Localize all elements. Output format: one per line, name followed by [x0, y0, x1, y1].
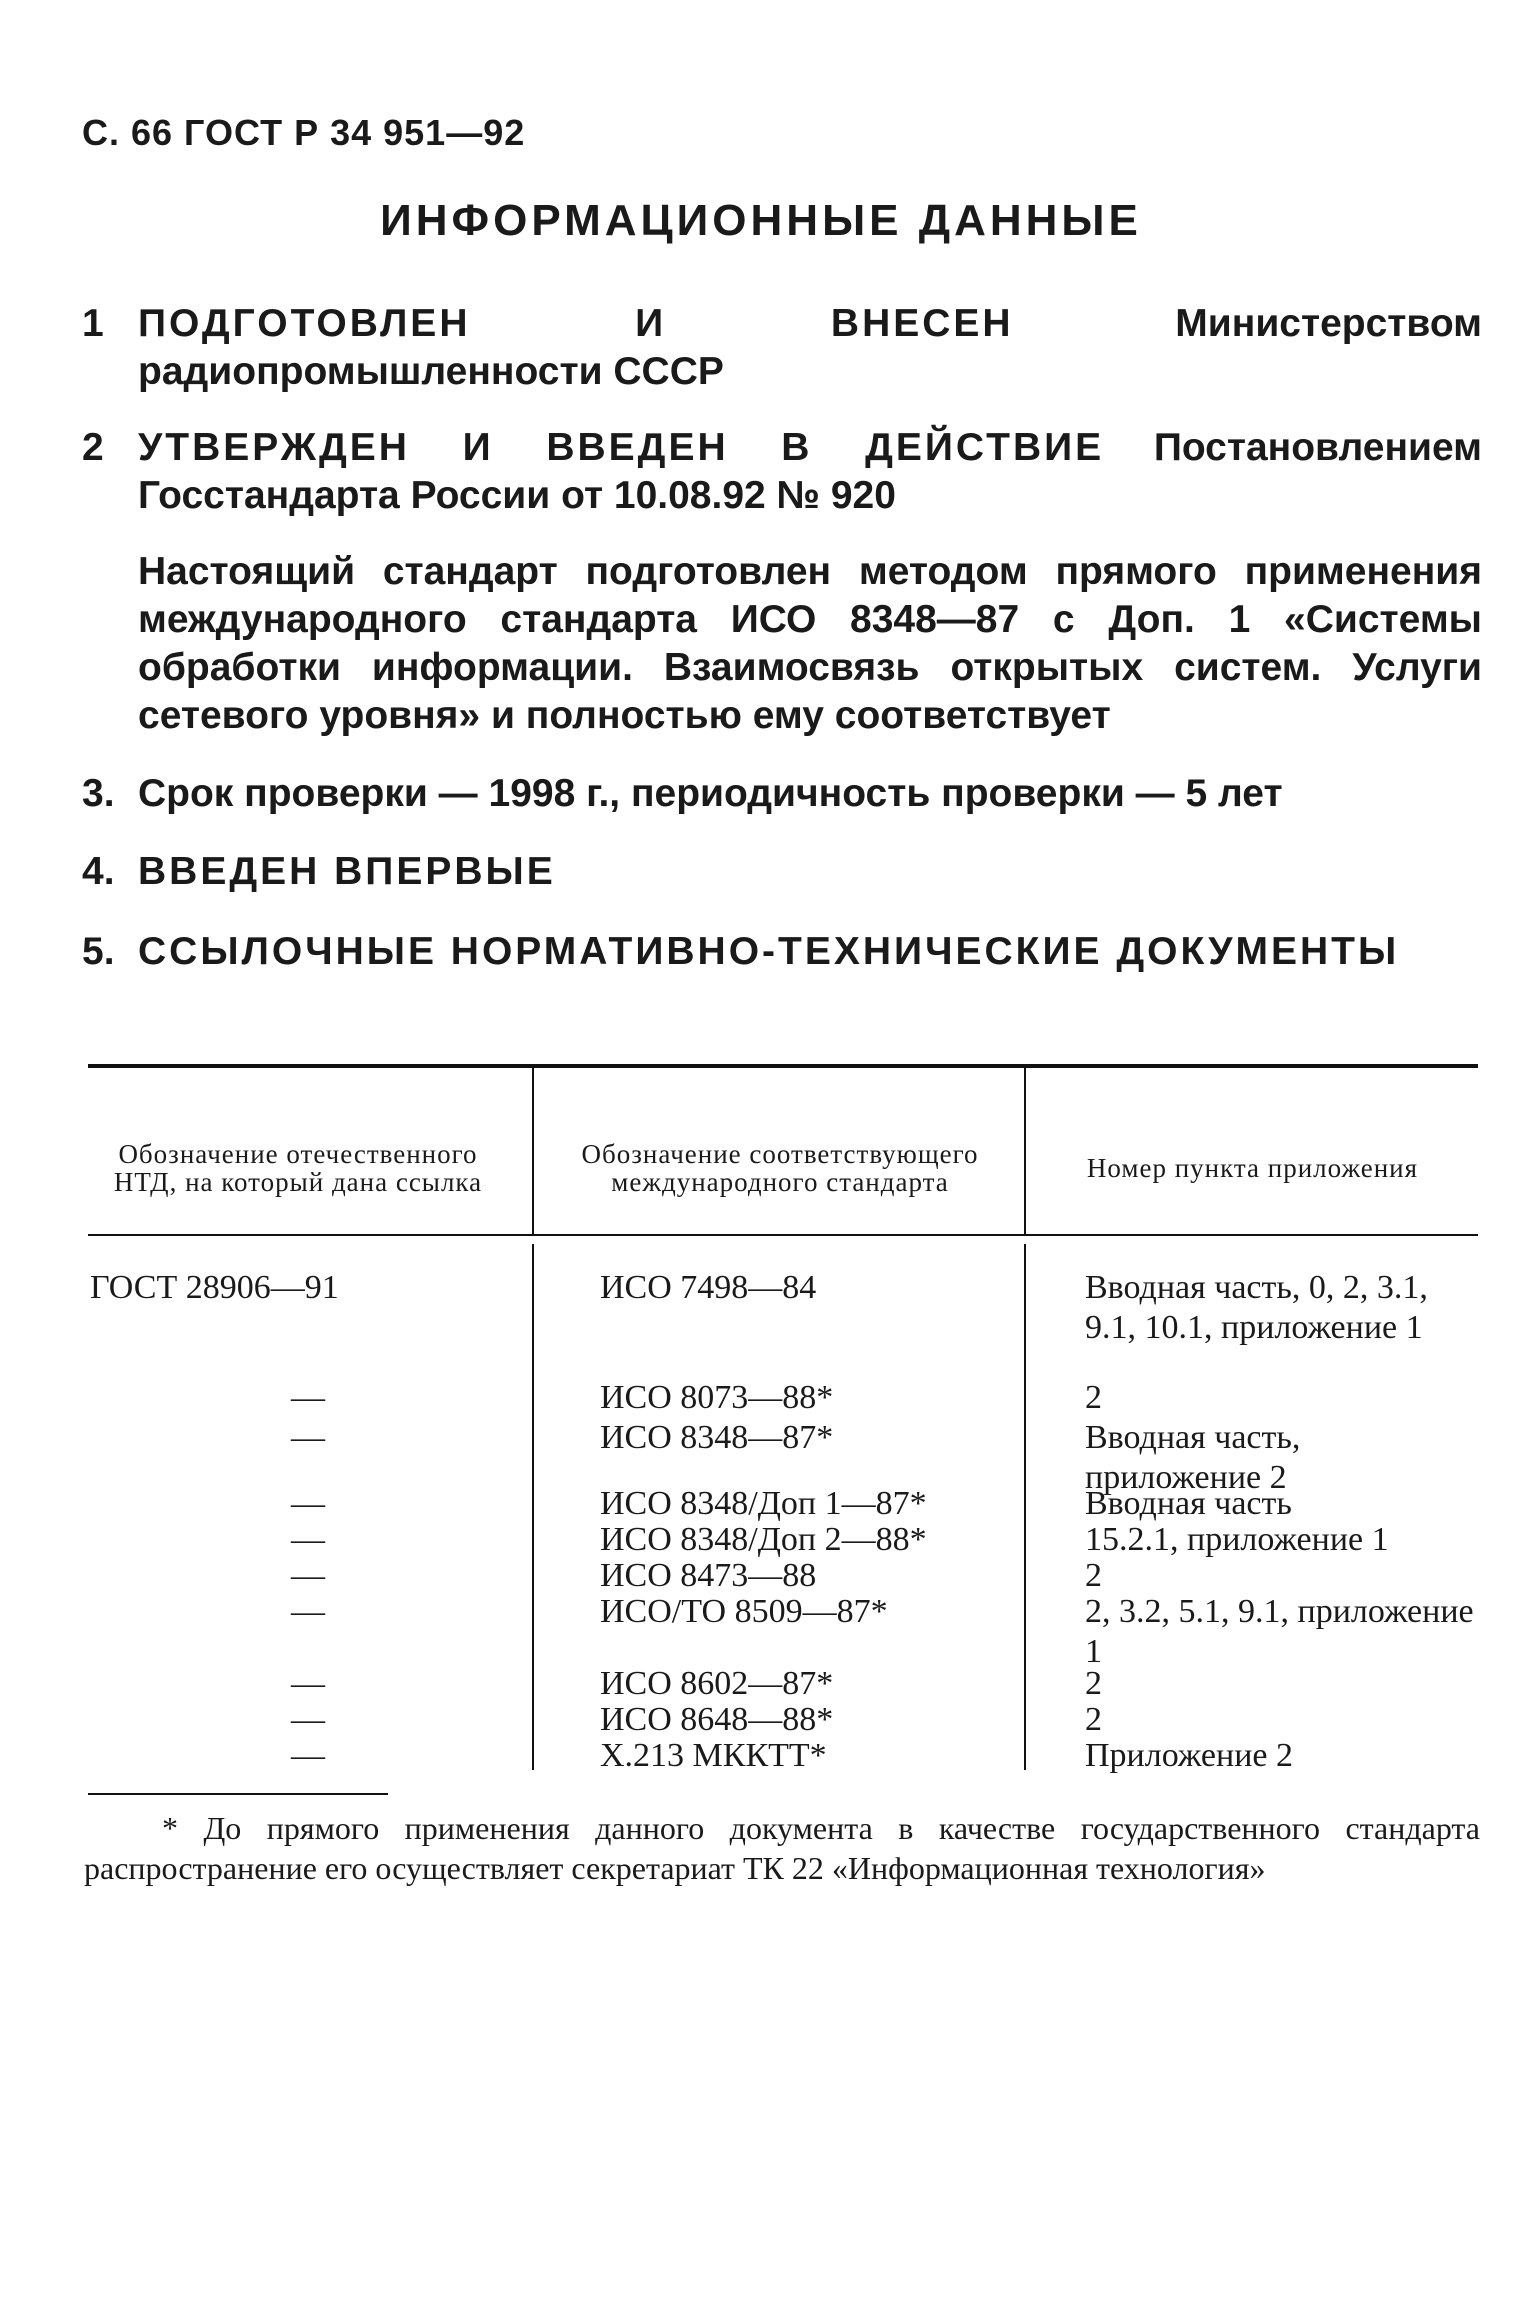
list-item-4 — [82, 848, 1482, 896]
ntd-cell: — — [291, 1557, 325, 1594]
table-top-rule — [88, 1064, 1478, 1068]
standard-description: Настоящий стандарт подготовлен методом прямого применения международного стандарта ИСО 8348—87 с Доп. 1 «Системы обработки информации. Взаимосвязь открытых систем. Услуги сетевого уровня» и полностью ему соответствует — [138, 550, 1482, 737]
table-header-ntd: Обозначение отечественного НТД, на который дана ссылка — [113, 1139, 483, 1197]
table-divider — [1024, 1068, 1026, 1234]
item-number: 5. — [82, 930, 115, 973]
list-item-1 — [82, 300, 1482, 396]
table-divider — [532, 1068, 534, 1234]
list-item-5 — [82, 928, 1482, 976]
ntd-cell: — — [291, 1665, 325, 1702]
list-item-3 — [82, 770, 1482, 818]
table-header-intl: Обозначение соответствующего международного стандарта — [581, 1139, 979, 1197]
intl-cell: ИСО 8073—88* — [600, 1379, 834, 1416]
clause-cell: 2 — [1085, 1379, 1102, 1416]
item-caps: ПОДГОТОВЛЕН И ВНЕСЕН — [138, 302, 1014, 345]
footnote: * До прямого применения данного документа в качестве государственного стандарта распространение его осуществляет секретариат ТК 22 «Информационная технология» — [84, 1810, 1480, 1886]
clause-cell: Вводная часть — [1085, 1485, 1292, 1522]
clause-cell: Приложение 2 — [1085, 1737, 1293, 1774]
intl-cell: ИСО 8348—87* — [600, 1419, 834, 1456]
item-number: 2 — [82, 426, 104, 469]
clause-cell: 2 — [1085, 1665, 1102, 1702]
table-divider — [1024, 1244, 1026, 1770]
ntd-cell: ГОСТ 28906—91 — [90, 1269, 339, 1306]
intl-cell: ИСО 7498—84 — [600, 1269, 817, 1306]
item-text: Постановлением Госстандарта России от 10.08.92 № 920 — [138, 426, 1482, 517]
item-number: 3. — [82, 772, 115, 815]
intl-cell: ИСО 8348/Доп 1—87* — [600, 1485, 927, 1522]
ntd-cell: — — [291, 1593, 325, 1630]
clause-cell: Вводная часть, приложение 2 — [1085, 1419, 1301, 1496]
table-header-clause: Номер пункта приложения — [1086, 1153, 1419, 1183]
item-text: Срок проверки — 1998 г., периодичность проверки — 5 лет — [138, 772, 1283, 815]
clause-cell: 15.2.1, приложение 1 — [1085, 1521, 1389, 1558]
item-caps: ССЫЛОЧНЫЕ НОРМАТИВНО-ТЕХНИЧЕСКИЕ ДОКУМЕНТЫ — [138, 930, 1400, 973]
item-text: Министерством радиопромышленности СССР — [138, 302, 1483, 393]
ntd-cell: — — [291, 1379, 325, 1416]
ntd-cell: — — [291, 1485, 325, 1522]
ntd-cell: — — [291, 1701, 325, 1738]
clause-cell: 2 — [1085, 1701, 1102, 1738]
ntd-cell: — — [291, 1419, 325, 1456]
page-title: ИНФОРМАЦИОННЫЕ ДАННЫЕ — [380, 196, 1142, 245]
clause-cell: 2, 3.2, 5.1, 9.1, приложение 1 — [1085, 1593, 1474, 1670]
intl-cell: ИСО 8602—87* — [600, 1665, 834, 1702]
item-number: 1 — [82, 302, 104, 345]
item-caps: УТВЕРЖДЕН И ВВЕДЕН В ДЕЙСТВИЕ — [138, 426, 1105, 469]
footnote-rule — [88, 1793, 388, 1795]
item-caps: ВВЕДЕН ВПЕРВЫЕ — [138, 850, 556, 893]
table-divider — [532, 1244, 534, 1770]
intl-cell: ИСО 8648—88* — [600, 1701, 834, 1738]
clause-cell: 2 — [1085, 1557, 1102, 1594]
item-number: 4. — [82, 850, 115, 893]
list-item-2 — [82, 424, 1482, 520]
ntd-cell: — — [291, 1737, 325, 1774]
clause-cell: Вводная часть, 0, 2, 3.1, 9.1, 10.1, приложение 1 — [1085, 1269, 1428, 1346]
intl-cell: ИСО/ТО 8509—87* — [600, 1593, 888, 1630]
running-head: С. 66 ГОСТ Р 34 951—92 — [82, 112, 526, 153]
intl-cell: ИСО 8473—88 — [600, 1557, 817, 1594]
intl-cell: Х.213 МККТТ* — [600, 1737, 827, 1774]
ntd-cell: — — [291, 1521, 325, 1558]
intl-cell: ИСО 8348/Доп 2—88* — [600, 1521, 927, 1558]
